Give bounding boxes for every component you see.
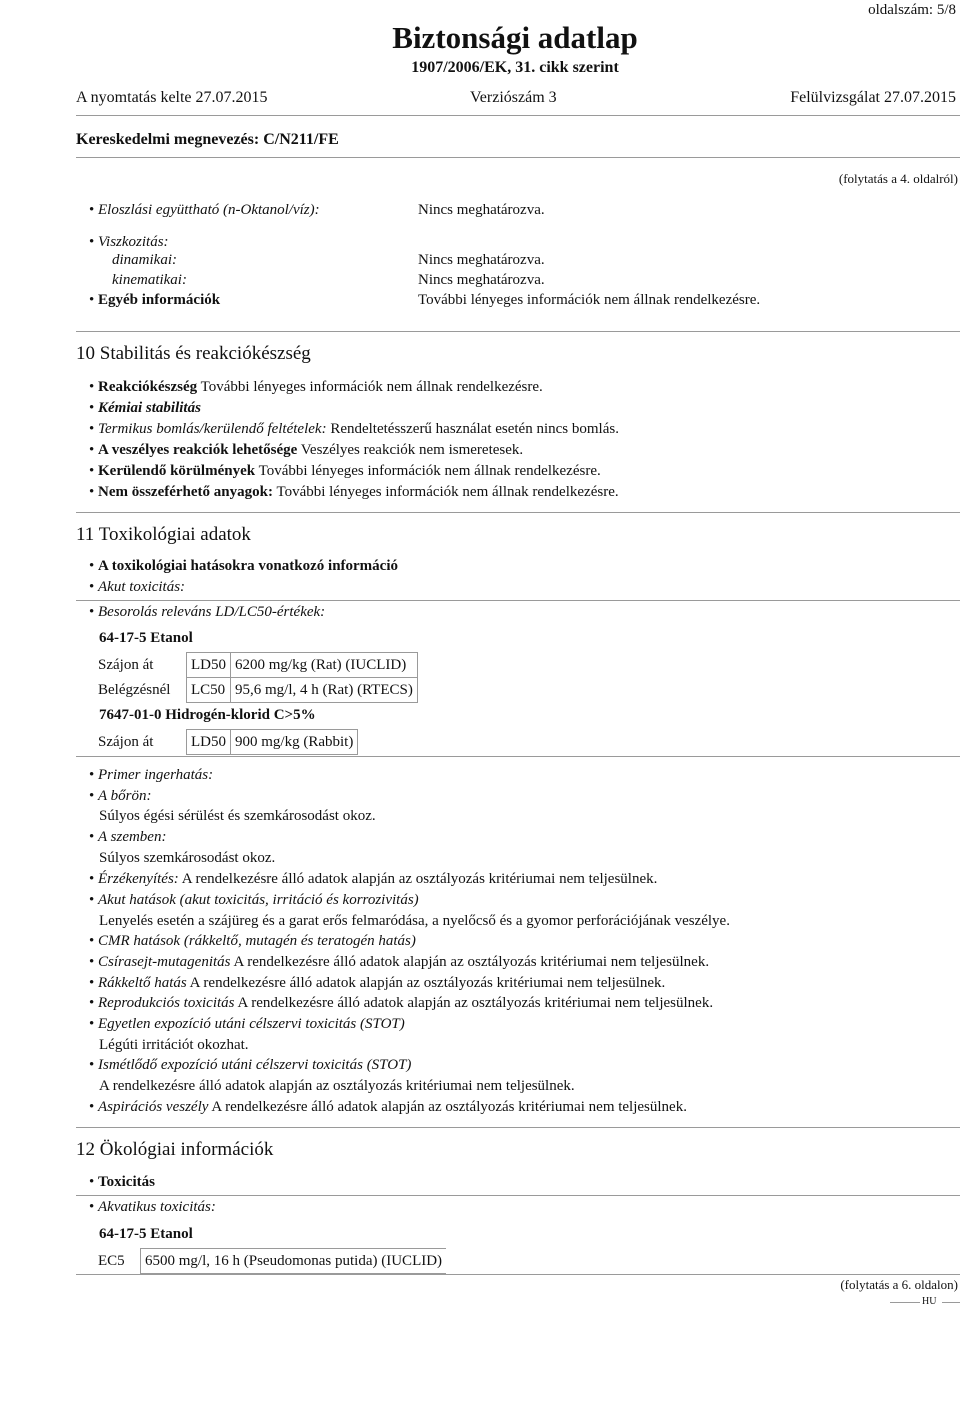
carcinogenicity-label: Rákkeltő hatás xyxy=(98,975,187,991)
language-code: HU xyxy=(922,1296,937,1307)
etanol-toxicity-table xyxy=(94,652,418,703)
incompatible-materials-item xyxy=(98,484,619,501)
section-11-heading: 11 Toxikológiai adatok xyxy=(76,524,251,545)
conditions-to-avoid-value: További lényeges információk nem állnak rendelkezésre. xyxy=(258,463,601,479)
other-info-label: • Egyéb információk xyxy=(98,292,220,309)
table-row xyxy=(94,1249,446,1274)
partition-coeff-value: Nincs meghatározva. xyxy=(418,202,545,218)
eye-value: Súlyos szemkárosodást okoz. xyxy=(99,850,276,866)
hazardous-reactions-label: A veszélyes reakciók lehetősége xyxy=(98,442,298,458)
reproductive-toxicity-label: Reprodukciós toxicitás xyxy=(98,995,235,1011)
ld-lc50-label: • Besorolás releváns LD/LC50-értékek: xyxy=(98,604,325,621)
aspiration-label: Aspirációs veszély xyxy=(98,1099,209,1115)
kinematic-viscosity-label: kinematikai: xyxy=(112,272,187,288)
footer-rule-right xyxy=(942,1302,960,1303)
dynamic-viscosity-value: Nincs meghatározva. xyxy=(418,252,545,268)
hazardous-reactions-value: Veszélyes reakciók nem ismeretesek. xyxy=(300,442,524,458)
route-cell: Szájon át xyxy=(98,733,154,750)
version: Verziószám 3 xyxy=(470,89,557,106)
type-cell: LD50 xyxy=(187,653,231,678)
reactivity-label: Reakciókészség xyxy=(98,379,198,395)
acute-effects-value: Lenyelés esetén a szájüreg és a garat erős felmaródása, a nyelőcső és a gyomor perforációjának veszélye. xyxy=(99,913,730,929)
hcl-toxicity-table xyxy=(94,729,358,755)
incompatible-materials-label: Nem összeférhető anyagok: xyxy=(98,484,273,500)
table-row xyxy=(94,730,358,755)
stot-single-label: • Egyetlen expozíció utáni célszervi toxicitás (STOT) xyxy=(98,1016,405,1033)
reactivity-item xyxy=(98,379,543,396)
partition-coeff-label: • Eloszlási együttható (n-Oktanol/víz): xyxy=(98,202,320,219)
kinematic-viscosity-value: Nincs meghatározva. xyxy=(418,272,545,288)
table-top-divider xyxy=(76,600,960,601)
continued-on: (folytatás a 6. oldalon) xyxy=(840,1277,958,1292)
incompatible-materials-value: További lényeges információk nem állnak rendelkezésre. xyxy=(276,484,619,500)
aspiration-item xyxy=(98,1099,687,1116)
document-title: Biztonsági adatlap xyxy=(392,20,638,55)
reproductive-toxicity-value: A rendelkezésre álló adatok alapján az osztályozás kritériumai nem teljesülnek. xyxy=(237,995,714,1011)
viscosity-label: • Viszkozitás: xyxy=(98,234,169,251)
thermal-decomposition-value: Rendeltetésszerű használat esetén nincs bomlás. xyxy=(330,421,619,437)
value-cell: 6500 mg/l, 16 h (Pseudomonas putida) (IUCLID) xyxy=(141,1249,447,1274)
aspiration-value: A rendelkezésre álló adatok alapján az osztályozás kritériumai nem teljesülnek. xyxy=(211,1099,687,1115)
chemical-stability-label: • Kémiai stabilitás xyxy=(98,400,201,417)
conditions-to-avoid-item xyxy=(98,463,601,480)
print-date: A nyomtatás kelte 27.07.2015 xyxy=(76,89,268,106)
document-subtitle: 1907/2006/EK, 31. cikk szerint xyxy=(411,59,619,76)
sensitisation-value: A rendelkezésre álló adatok alapján az osztályozás kritériumai nem teljesülnek. xyxy=(181,871,658,887)
other-info-value: További lényeges információk nem állnak rendelkezésre. xyxy=(418,292,761,308)
substance-hydrogen-chloride: 7647-01-0 Hidrogén-klorid C>5% xyxy=(99,707,316,723)
toxicological-info-label: • A toxikológiai hatásokra vonatkozó információ xyxy=(98,558,398,575)
stot-repeated-value: A rendelkezésre álló adatok alapján az osztályozás kritériumai nem teljesülnek. xyxy=(99,1078,575,1094)
eye-label: • A szemben: xyxy=(98,829,166,846)
skin-label: • A bőrön: xyxy=(98,788,151,805)
table-bottom-divider xyxy=(76,756,960,757)
route-cell: Szájon át xyxy=(98,656,154,673)
thermal-decomposition-item xyxy=(98,421,619,438)
acute-toxicity-label: • Akut toxicitás: xyxy=(98,579,185,596)
type-cell: LC50 xyxy=(187,678,231,703)
stot-repeated-label: • Ismétlődő expozíció utáni célszervi toxicitás (STOT) xyxy=(98,1057,411,1074)
germ-cell-label: Csírasejt-mutagenitás xyxy=(98,954,231,970)
header-divider xyxy=(76,115,960,116)
continued-from: (folytatás a 4. oldalról) xyxy=(838,171,958,186)
substance-etanol: 64-17-5 Etanol xyxy=(99,630,193,646)
primary-irritation-label: • Primer ingerhatás: xyxy=(98,767,213,784)
aquatic-toxicity-table xyxy=(94,1248,446,1274)
carcinogenicity-item xyxy=(98,975,665,992)
reproductive-toxicity-item xyxy=(98,995,713,1012)
conditions-to-avoid-label: Kerülendő körülmények xyxy=(98,463,256,479)
trade-name-divider xyxy=(76,157,960,158)
value-cell: 95,6 mg/l, 4 h (Rat) (RTECS) xyxy=(231,678,418,703)
sensitisation-label: Érzékenyítés: xyxy=(98,871,179,887)
germ-cell-item xyxy=(98,954,709,971)
stot-single-value: Légúti irritációt okozhat. xyxy=(99,1037,249,1053)
section-12-heading: 12 Ökológiai információk xyxy=(76,1139,274,1160)
sensitisation-item xyxy=(98,871,657,888)
skin-value: Súlyos égési sérülést és szemkárosodást okoz. xyxy=(99,808,376,824)
reactivity-value: További lényeges információk nem állnak rendelkezésre. xyxy=(200,379,543,395)
aquatic-toxicity-label: • Akvatikus toxicitás: xyxy=(98,1199,216,1216)
value-cell: 6200 mg/kg (Rat) (IUCLID) xyxy=(231,653,418,678)
acute-effects-label: • Akut hatások (akut toxicitás, irritáció és korrozivitás) xyxy=(98,892,419,909)
footer-rule-left xyxy=(890,1302,920,1303)
value-cell: 900 mg/kg (Rabbit) xyxy=(231,730,358,755)
cmr-effects-label: • CMR hatások (rákkeltő, mutagén és teratogén hatás) xyxy=(98,933,416,950)
thermal-decomposition-label: Termikus bomlás/kerülendő feltételek: xyxy=(98,421,327,437)
toxicity-label: • Toxicitás xyxy=(98,1174,155,1191)
aquatic-table-top-divider xyxy=(76,1195,960,1196)
dynamic-viscosity-label: dinamikai: xyxy=(112,252,177,268)
hazardous-reactions-item xyxy=(98,442,523,459)
substance-etanol-eco: 64-17-5 Etanol xyxy=(99,1226,193,1242)
germ-cell-value: A rendelkezésre álló adatok alapján az osztályozás kritériumai nem teljesülnek. xyxy=(233,954,710,970)
route-cell: Belégzésnél xyxy=(98,681,171,698)
page-number: oldalszám: 5/8 xyxy=(868,2,956,18)
section-11-divider xyxy=(76,1127,960,1128)
revision-date: Felülvizsgálat 27.07.2015 xyxy=(790,89,956,106)
trade-name: Kereskedelmi megnevezés: C/N211/FE xyxy=(76,131,339,148)
section-10-divider xyxy=(76,512,960,513)
section-9-divider xyxy=(76,331,960,332)
type-cell: LD50 xyxy=(187,730,231,755)
table-row xyxy=(94,678,417,703)
carcinogenicity-value: A rendelkezésre álló adatok alapján az osztályozás kritériumai nem teljesülnek. xyxy=(189,975,666,991)
table-row xyxy=(94,653,417,678)
section-10-heading: 10 Stabilitás és reakciókészség xyxy=(76,343,311,364)
aquatic-table-bottom-divider xyxy=(76,1274,960,1275)
type-cell: EC5 xyxy=(98,1252,125,1269)
